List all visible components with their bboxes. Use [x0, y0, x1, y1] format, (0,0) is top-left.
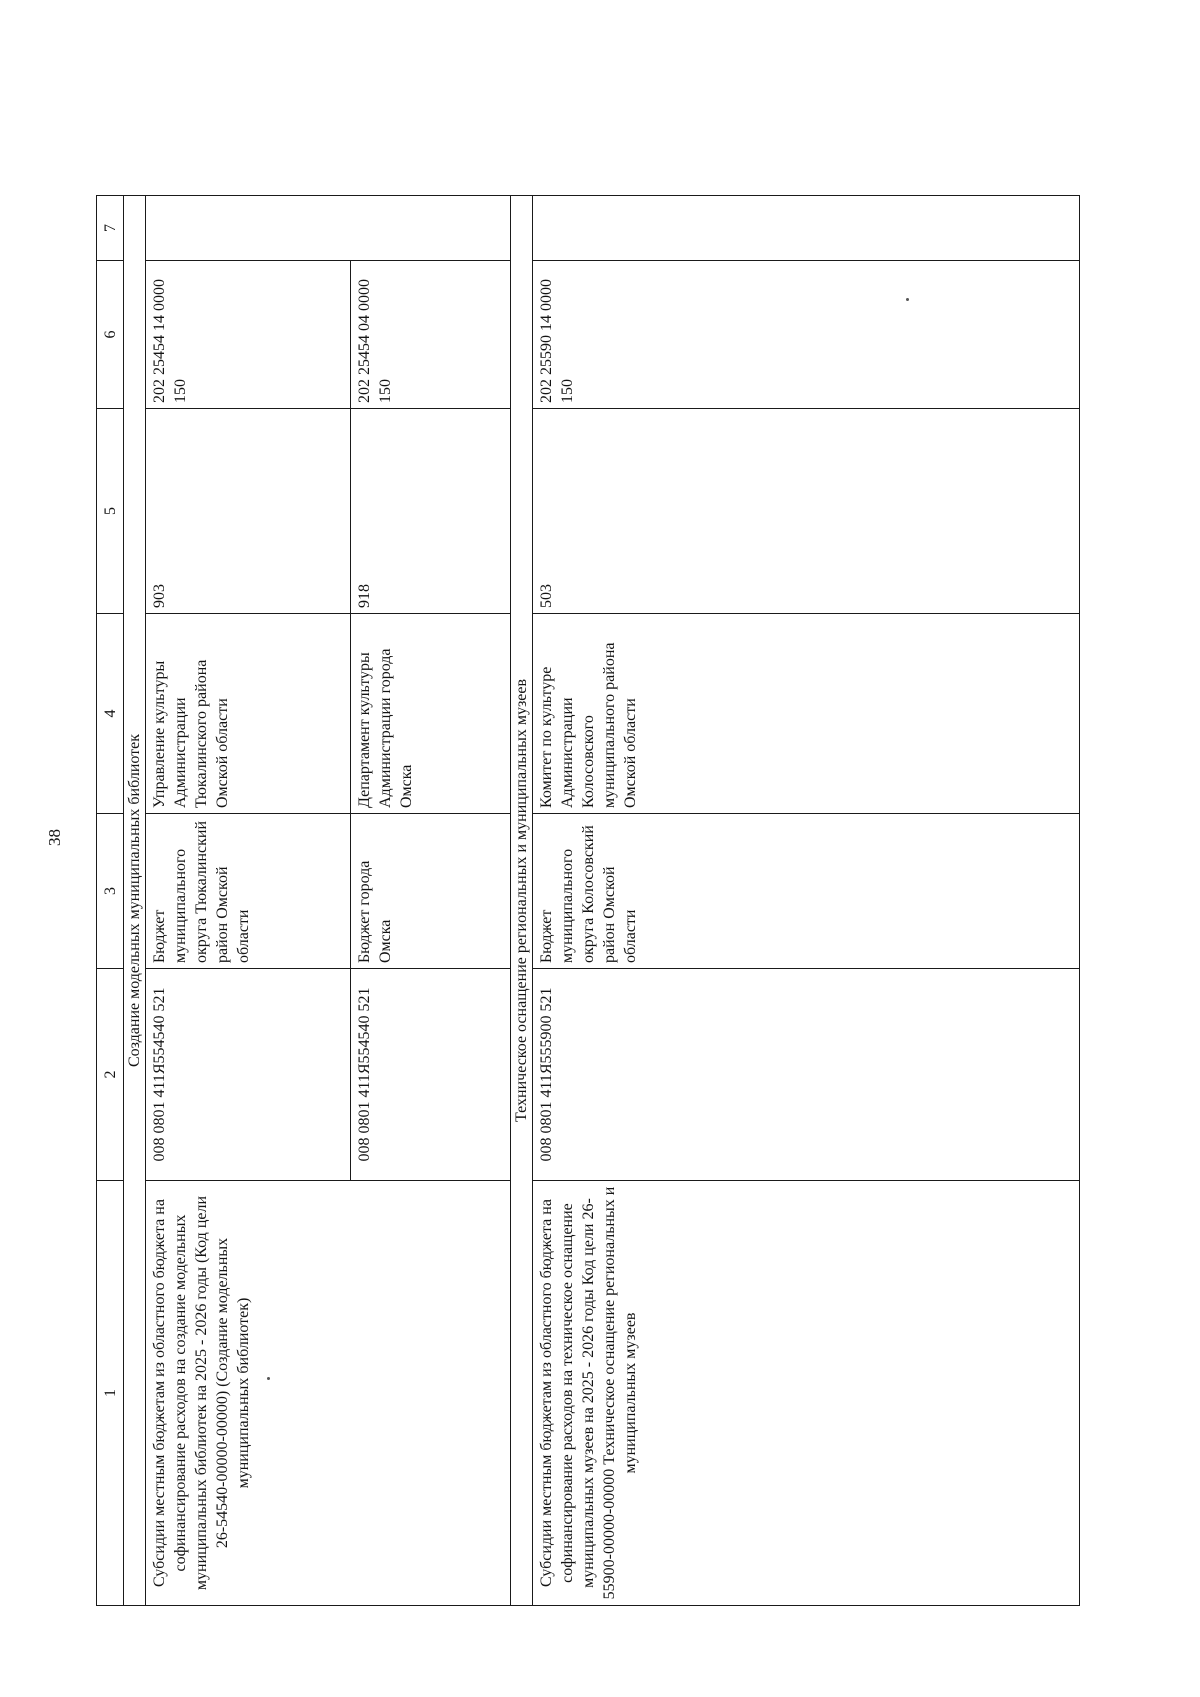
administrator-name: Комитет по культуре Администрации Колосовского муниципального района Омской области: [533, 614, 1080, 814]
page-number: 38: [45, 829, 64, 846]
budget-name: Бюджет муниципального округа Тюкалинский район Омской области: [146, 814, 351, 969]
column-number-6: 6: [97, 261, 124, 409]
budget-name: Бюджет муниципального округа Колосовский район Омской области: [533, 814, 1080, 969]
subsidy-table: [96, 195, 1080, 1606]
column-number-2: 2: [97, 969, 124, 1181]
table-row: [146, 196, 351, 1606]
budget-code: 008 0801 411Я555900 521: [533, 969, 1080, 1181]
rotated-table-wrapper: [96, 196, 1080, 1606]
budget-code: 008 0801 411Я554540 521: [351, 969, 511, 1181]
budget-name: Бюджет города Омска: [351, 814, 511, 969]
column-number-5: 5: [97, 409, 124, 614]
empty-cell: [533, 196, 1080, 261]
section-row: [511, 196, 533, 1606]
column-number-4: 4: [97, 614, 124, 814]
administrator-name: Управление культуры Администрации Тюкалинского района Омской области: [146, 614, 351, 814]
column-number-1: 1: [97, 1181, 124, 1606]
subsidy-description: Субсидии местным бюджетам из областного бюджета на софинансирование расходов на создание модельных муниципальных библиотек на 2025 - 2026 годы (Код цели 26-54540-00000-00000) (Создание модельных муниципальных библиотек): [146, 1181, 511, 1606]
column-number-row: [97, 196, 124, 1606]
administrator-code: 918: [351, 409, 511, 614]
revenue-code: 202 25454 14 0000 150: [146, 261, 351, 409]
table-row: [533, 196, 1080, 1606]
section-title: Создание модельных муниципальных библиотек: [124, 196, 146, 1606]
revenue-code: 202 25590 14 0000 150: [533, 261, 1080, 409]
empty-cell: [146, 196, 511, 261]
administrator-code: 903: [146, 409, 351, 614]
revenue-code: 202 25454 04 0000 150: [351, 261, 511, 409]
column-number-7: 7: [97, 196, 124, 261]
section-row: [124, 196, 146, 1606]
scan-speck: [267, 1377, 270, 1380]
subsidy-description: Субсидии местным бюджетам из областного бюджета на софинансирование расходов на техническое оснащение муниципальных музеев на 2025 - 2026 годы Код цели 26-55900-00000-00000 Техническое оснащение региональных и муниципальных музеев: [533, 1181, 1080, 1606]
scan-speck: [906, 298, 909, 301]
section-title: Техническое оснащение региональных и муниципальных музеев: [511, 196, 533, 1606]
column-number-3: 3: [97, 814, 124, 969]
administrator-name: Департамент культуры Администрации города Омска: [351, 614, 511, 814]
administrator-code: 503: [533, 409, 1080, 614]
budget-code: 008 0801 411Я554540 521: [146, 969, 351, 1181]
